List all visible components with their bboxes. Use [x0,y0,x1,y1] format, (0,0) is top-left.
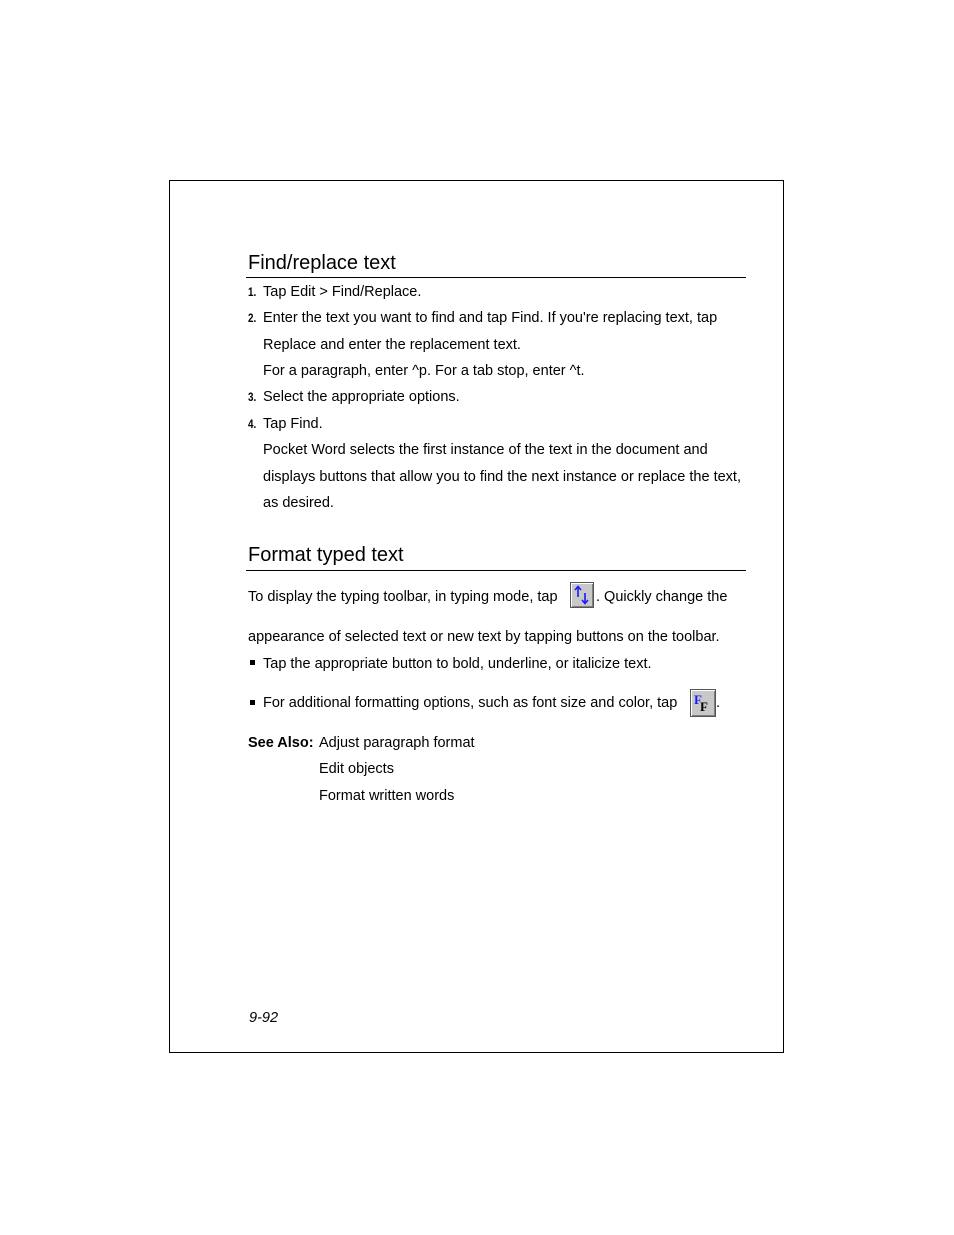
step-text: Replace and enter the replacement text. [263,337,521,353]
step-number: 1. [248,285,257,299]
typing-toolbar-arrows-icon [570,582,594,608]
bullet-marker [250,700,255,705]
step-text: displays buttons that allow you to find the next instance or replace the text, [263,469,741,485]
section-divider [246,570,746,571]
step-number: 4. [248,417,257,431]
see-also-link-format-written-words[interactable]: Format written words [319,788,455,804]
intro-text-continued: . Quickly change the [596,589,728,605]
step-text: as desired. [263,495,334,511]
step-text: Pocket Word selects the first instance of the text in the document and [263,442,708,458]
see-also-label: See Also: [248,735,314,751]
intro-text-line2: appearance of selected text or new text by tapping buttons on the toolbar. [248,629,720,645]
font-format-icon [690,689,716,717]
format-button[interactable] [690,689,716,717]
svg-text:F: F [700,699,708,714]
bullet-text: For additional formatting options, such as font size and color, tap [263,695,678,711]
svg-text:F: F [694,692,702,707]
section-title-find-replace: Find/replace text [248,252,396,274]
step-text: Enter the text you want to find and tap Find. If you're replacing text, tap [263,310,718,326]
step-text: Tap Find. [263,416,323,432]
intro-text: To display the typing toolbar, in typing mode, tap [248,589,558,605]
section-divider [246,277,746,278]
page-number: 9-92 [249,1010,279,1026]
see-also-link-edit-objects[interactable]: Edit objects [319,761,394,777]
step-text: For a paragraph, enter ^p. For a tab stop, enter ^t. [263,363,585,379]
bullet-text: Tap the appropriate button to bold, underline, or italicize text. [263,656,652,672]
step-number: 2. [248,311,257,325]
bullet-text-end: . [716,695,721,711]
step-text: Select the appropriate options. [263,389,460,405]
section-title-format-typed-text: Format typed text [248,544,404,566]
step-text: Tap Edit > Find/Replace. [263,284,422,300]
see-also-link-adjust-paragraph[interactable]: Adjust paragraph format [319,735,475,751]
bullet-marker [250,660,255,665]
typing-toolbar-button[interactable] [570,582,594,608]
step-number: 3. [248,390,257,404]
